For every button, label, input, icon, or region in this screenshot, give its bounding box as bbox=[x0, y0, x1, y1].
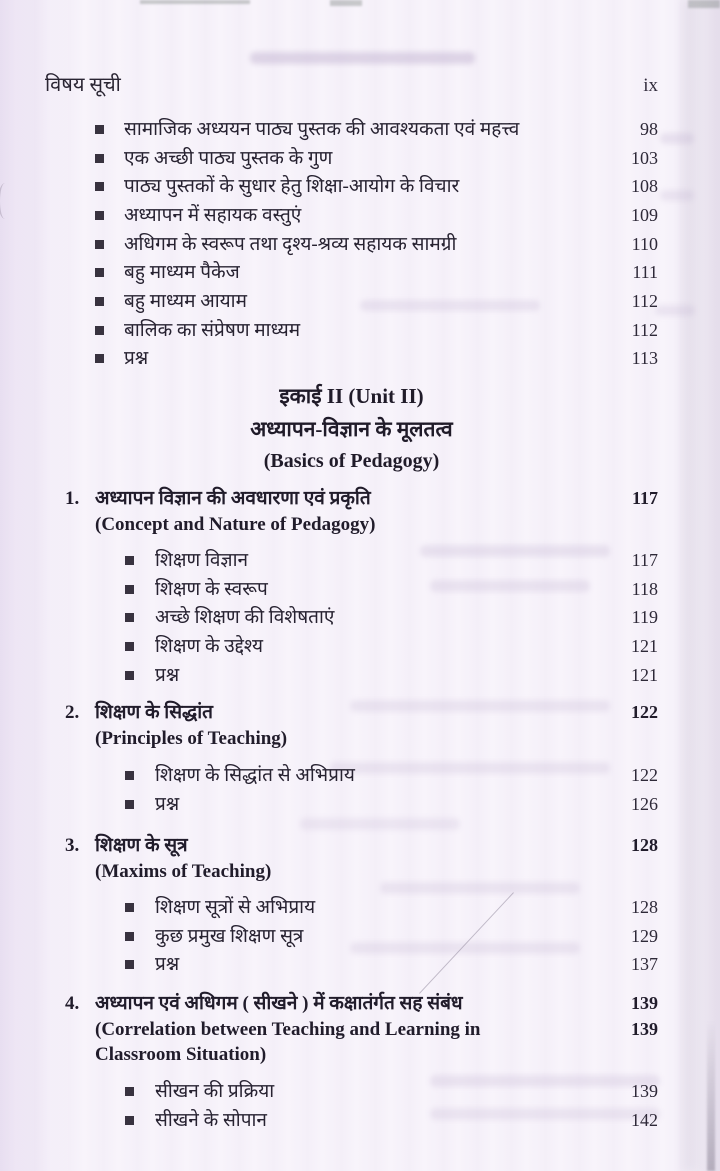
toc-entry-page: 110 bbox=[631, 233, 658, 254]
toc-entry-page: 103 bbox=[631, 147, 658, 168]
toc-entry-page: 108 bbox=[631, 176, 658, 197]
toc-entry-page: 98 bbox=[640, 118, 658, 139]
toc-entry bbox=[95, 230, 658, 259]
bullet-square-icon bbox=[95, 211, 104, 220]
scan-curl-mark bbox=[0, 183, 12, 219]
section-title: अध्यापन विज्ञान की अवधारणा एवं प्रकृति bbox=[95, 488, 371, 510]
toc-entry-label: प्रश्न bbox=[155, 794, 180, 816]
toc-entry-page: 129 bbox=[631, 925, 658, 946]
section-number: 2. bbox=[65, 701, 80, 723]
section-2-items bbox=[125, 762, 658, 819]
toc-entry-label: कुछ प्रमुख शिक्षण सूत्र bbox=[155, 925, 304, 947]
bullet-square-icon bbox=[95, 354, 104, 363]
section-subtitle-text: (Correlation between Teaching and Learning in bbox=[95, 1019, 481, 1041]
section-3 bbox=[45, 832, 658, 979]
toc-entry-label: शिक्षण विज्ञान bbox=[155, 550, 249, 572]
toc-entry-page: 126 bbox=[631, 794, 658, 815]
bullet-square-icon bbox=[125, 1087, 134, 1096]
section-1 bbox=[45, 485, 658, 689]
toc-entry bbox=[95, 115, 658, 144]
section-subtitle-text: (Maxims of Teaching) bbox=[95, 861, 272, 882]
section-subtitle-text: (Concept and Nature of Pedagogy) bbox=[95, 514, 376, 536]
section-page: 117 bbox=[631, 488, 658, 509]
toc-entry-page: 137 bbox=[631, 954, 658, 975]
page-header bbox=[45, 0, 658, 97]
toc-entry bbox=[125, 632, 658, 661]
toc-entry bbox=[95, 201, 658, 230]
section-subtitle bbox=[95, 512, 658, 537]
toc-entry-label: अधिगम के स्वरूप तथा दृश्य-श्रव्य सहायक सामग्री bbox=[124, 233, 457, 255]
bullet-square-icon bbox=[125, 613, 134, 622]
unit-heading-line3: (Basics of Pedagogy) bbox=[263, 450, 440, 473]
toc-entry bbox=[125, 1106, 658, 1135]
toc-entry-page: 113 bbox=[631, 348, 658, 369]
section-1-items bbox=[125, 546, 658, 689]
toc-entry-label: प्रश्न bbox=[124, 348, 149, 370]
section-heading bbox=[65, 699, 658, 726]
unit1-toc-list bbox=[95, 115, 658, 373]
section-4 bbox=[45, 990, 658, 1134]
unit-heading-line2: अध्यापन-विज्ञान के मूलतत्व bbox=[250, 417, 453, 442]
toc-page bbox=[45, 0, 658, 1134]
toc-entry bbox=[125, 575, 658, 604]
toc-entry bbox=[125, 1077, 658, 1106]
bullet-square-icon bbox=[95, 326, 104, 335]
bullet-square-icon bbox=[125, 585, 134, 594]
section-number: 1. bbox=[65, 488, 80, 510]
bullet-square-icon bbox=[125, 800, 134, 809]
bullet-square-icon bbox=[125, 642, 134, 651]
toc-entry-label: शिक्षण के उद्देश्य bbox=[155, 636, 263, 658]
toc-entry-label: सामाजिक अध्ययन पाठ्य पुस्तक की आवश्यकता एवं महत्त्व bbox=[124, 118, 520, 140]
section-heading bbox=[65, 832, 658, 859]
page-title: विषय सूची bbox=[45, 74, 121, 96]
toc-entry bbox=[125, 790, 658, 819]
section-heading bbox=[65, 990, 658, 1017]
toc-entry-page: 128 bbox=[631, 896, 658, 917]
section-title: अध्यापन एवं अधिगम ( सीखने ) में कक्षातंर्गत सह संबंध bbox=[95, 993, 463, 1015]
toc-entry-label: पाठ्य पुस्तकों के सुधार हेतु शिक्षा-आयोग के विचार bbox=[124, 176, 460, 198]
bullet-square-icon bbox=[95, 240, 104, 249]
section-number: 3. bbox=[65, 835, 80, 856]
bullet-square-icon bbox=[95, 268, 104, 277]
toc-entry-page: 117 bbox=[631, 550, 658, 571]
section-subtitle-page: 139 bbox=[631, 1019, 658, 1040]
section-heading bbox=[65, 485, 658, 512]
toc-entry-page: 142 bbox=[631, 1109, 658, 1130]
unit-heading-line1: इकाई II (Unit II) bbox=[279, 384, 424, 409]
section-subtitle-line1 bbox=[95, 1017, 658, 1042]
toc-entry bbox=[95, 172, 658, 201]
toc-entry-label: अध्यापन में सहायक वस्तुएं bbox=[124, 204, 302, 226]
section-subtitle-text: Classroom Situation) bbox=[95, 1044, 267, 1066]
folio-page-number: ix bbox=[643, 75, 658, 96]
toc-entry-page: 122 bbox=[631, 765, 658, 786]
toc-entry bbox=[125, 893, 658, 922]
toc-entry bbox=[95, 345, 658, 374]
section-page: 128 bbox=[631, 835, 658, 855]
bullet-square-icon bbox=[95, 297, 104, 306]
scan-shading-band bbox=[682, 0, 698, 1171]
bullet-square-icon bbox=[95, 125, 104, 134]
toc-entry bbox=[95, 144, 658, 173]
toc-entry-label: अच्छे शिक्षण की विशेषताएं bbox=[155, 607, 335, 629]
toc-entry-label: बहु माध्यम आयाम bbox=[124, 290, 247, 312]
toc-entry-label: प्रश्न bbox=[155, 664, 180, 686]
toc-entry bbox=[95, 258, 658, 287]
section-subtitle bbox=[95, 859, 658, 884]
section-title: शिक्षण के सूत्र bbox=[95, 835, 188, 856]
toc-entry bbox=[95, 316, 658, 345]
toc-entry-label: सीखन की प्रक्रिया bbox=[155, 1080, 275, 1102]
section-subtitle bbox=[95, 726, 658, 751]
bullet-square-icon bbox=[125, 903, 134, 912]
toc-entry bbox=[95, 287, 658, 316]
toc-entry bbox=[125, 762, 658, 791]
bullet-square-icon bbox=[125, 671, 134, 680]
scan-edge-streak bbox=[707, 1020, 715, 1171]
section-subtitle-text: (Principles of Teaching) bbox=[95, 727, 288, 749]
toc-entry bbox=[125, 546, 658, 575]
toc-entry-page: 121 bbox=[631, 636, 658, 657]
toc-entry bbox=[125, 922, 658, 951]
section-page: 122 bbox=[631, 701, 658, 722]
toc-entry-page: 118 bbox=[631, 578, 658, 599]
section-4-items bbox=[125, 1077, 658, 1134]
toc-entry bbox=[125, 950, 658, 979]
toc-entry-label: प्रश्न bbox=[155, 954, 180, 976]
toc-entry-label: शिक्षण सूत्रों से अभिप्राय bbox=[155, 896, 316, 918]
toc-entry-label: शिक्षण के स्वरूप bbox=[155, 578, 268, 600]
bullet-square-icon bbox=[125, 556, 134, 565]
section-2 bbox=[45, 699, 658, 819]
toc-entry-page: 111 bbox=[632, 262, 658, 283]
toc-entry-page: 112 bbox=[631, 319, 658, 340]
toc-entry-label: बालिक का संप्रेषण माध्यम bbox=[124, 319, 301, 341]
unit-heading bbox=[45, 380, 658, 477]
toc-entry-page: 119 bbox=[631, 607, 658, 628]
section-subtitle-line2 bbox=[95, 1042, 658, 1067]
bullet-square-icon bbox=[125, 960, 134, 969]
bullet-square-icon bbox=[95, 182, 104, 191]
section-title: शिक्षण के सिद्धांत bbox=[95, 701, 213, 723]
bullet-square-icon bbox=[125, 1116, 134, 1125]
bullet-square-icon bbox=[125, 771, 134, 780]
toc-entry-page: 112 bbox=[631, 290, 658, 311]
toc-entry-label: सीखने के सोपान bbox=[155, 1109, 267, 1131]
toc-entry bbox=[125, 604, 658, 633]
bullet-square-icon bbox=[125, 932, 134, 941]
toc-entry-label: शिक्षण के सिद्धांत से अभिप्राय bbox=[155, 765, 355, 787]
bullet-square-icon bbox=[95, 154, 104, 163]
toc-entry-label: बहु माध्यम पैकेज bbox=[124, 262, 240, 284]
toc-entry-page: 109 bbox=[631, 204, 658, 225]
section-page: 139 bbox=[631, 993, 658, 1014]
toc-entry bbox=[125, 661, 658, 690]
section-3-items bbox=[125, 893, 658, 979]
toc-entry-page: 139 bbox=[631, 1080, 658, 1101]
toc-entry-page: 121 bbox=[631, 664, 658, 685]
toc-entry-label: एक अच्छी पाठ्य पुस्तक के गुण bbox=[124, 147, 333, 169]
section-number: 4. bbox=[65, 993, 80, 1015]
